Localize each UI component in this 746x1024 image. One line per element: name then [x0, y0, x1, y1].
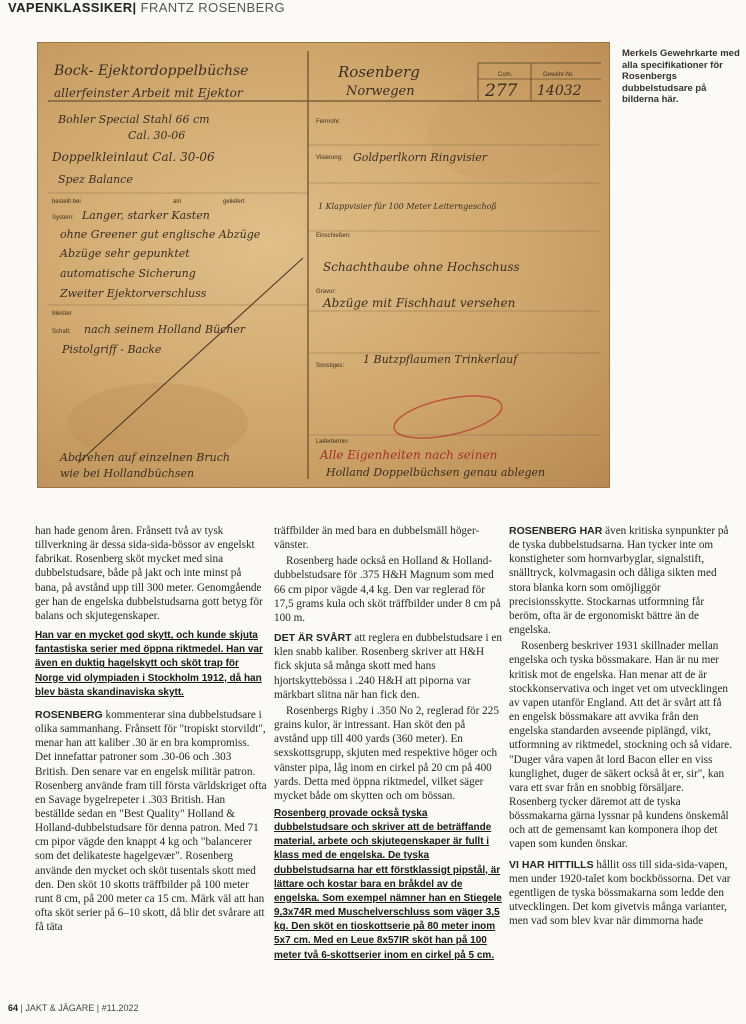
card-label: Sonstiges:: [316, 363, 345, 369]
author-name: FRANTZ ROSENBERG: [140, 0, 285, 15]
card-left-line: Zweiter Ejektorverschluss: [60, 287, 207, 300]
section-title: VAPENKLASSIKER: [8, 0, 133, 15]
card-left-line: Abdrehen auf einzelnen Bruch: [60, 451, 230, 464]
page-number: 64: [8, 1003, 19, 1013]
paragraph: träffbilder än med bara en dubbelsmäll höger-vänster.: [274, 525, 480, 552]
text-column-1: [35, 524, 267, 936]
paragraph-body: även kritiska synpunkter på de tyska dubbelstudsarna. Han tycker inte om konstigheter som hornvarbyglar, signalstift, snälltryck, kolvmagasin och dåliga sikten med stora blanka korn som omöjliggör precisionsskytte. Stockarnas utformning får beröm, ofta är de ergonomiskt bättre än de engelska.: [509, 525, 729, 637]
card-left-line: Pistolgriff - Backe: [62, 343, 162, 356]
card-right-line: Schachthaube ohne Hochschuss: [323, 260, 520, 274]
card-right-line: 1 Butzpflaumen Trinkerlauf: [363, 353, 518, 366]
card-left-line: Bock- Ejektordoppelbüchse: [54, 63, 249, 79]
paragraph: [35, 708, 267, 935]
highlight-quote: Rosenberg provade också tyska dubbelstudsare och skriver att de beträffande material, arbete och skjutegenskaper är fullt i klass med de engelska. De tyska dubbelstudsarna har ett förstklassigt pipstål, är lättare och kostar bara en bråkdel av de engelska. Som exempel nämner han en Stiegele 9,3x74R med Muschelverschluss som väger 3,5 kg. Den sköt en tioskottserie på 80 meter inom 5x7 cm. Med en Leue 8x57IR sköt han på 100 meter två 6-skottserier inom en cirkel på 5 cm.: [274, 807, 502, 961]
paragraph-lead: DET ÄR SVÅRT: [274, 632, 352, 645]
card-label: Liefertermin: [316, 439, 348, 445]
text-column-2: [274, 524, 502, 965]
paragraph: Rosenberg beskriver 1931 skillnader mellan engelska och tyska bössmakare. Han är nu mer kritisk mot de engelska. Han menar att de är stockkonservativa och inget vet om utvecklingen av vapen utanför England. Att det är svårt att få en engelsk bössmakare att avvika från den engelska standarden avseende piplängd, vikt, utformning av riktmedel, stockning och så vidare. "Duger våra vapen åt lord Bacon eller en viss kunglighet, duger de säkert också åt er, sir", kan vara ett svar från en snobbig försäljare. Rosenberg tycker däremot att de tyska bössmakarna gärna lyssnar på kundens önskemål och att de gemensamt kan komponera ihop det vapen som kunden önskar.: [509, 640, 733, 851]
gun-card-drawing: [38, 43, 610, 488]
card-label: Visierung:: [316, 155, 343, 161]
card-label: Meister: [52, 311, 72, 317]
paragraph-lead: ROSENBERG HAR: [509, 525, 603, 537]
card-left-line: allerfeinster Arbeit mit Ejektor: [54, 86, 243, 100]
issue-number: #11.2022: [101, 1003, 139, 1013]
card-left-line: Bohler Special Stahl 66 cm: [58, 113, 210, 126]
photo-caption: Merkels Gewehrkarte med alla specifikationer för Rosenbergs dubbelstudsare på bilderna här.: [622, 48, 740, 105]
card-left-line: nach seinem Holland Bücher: [84, 323, 246, 336]
card-left-line: automatische Sicherung: [60, 267, 196, 280]
page-footer: [8, 1003, 139, 1013]
paragraph: Rosenbergs Rigby i .350 No 2, reglerad för 225 grains kulor, är intressant. Han sköt den på avstånd upp till 400 yards (360 meter). En sexskottsgrupp, skjuten med respektive höger och vänster pipa, låg inom en cirkel på 20 cm på 400 yards. Detta med öppna riktmedel, vilket säger mycket både om skytten och om bössan.: [274, 704, 499, 802]
header-separator: |: [132, 0, 137, 15]
paragraph-lead: VI HAR HITTILLS: [509, 858, 594, 871]
card-left-line: Spez Balance: [58, 173, 133, 186]
card-label: Fernrohr:: [316, 119, 341, 125]
paragraph: [509, 524, 733, 637]
card-left-line: Langer, starker Kasten: [82, 209, 210, 222]
card-right-line: Goldperlkorn Ringvisier: [353, 151, 488, 164]
card-left-line: Cal. 30-06: [128, 129, 186, 142]
magazine-name: JAKT & JÄGARE: [25, 1003, 95, 1013]
card-name: Rosenberg: [338, 63, 420, 81]
com-value: 277: [485, 81, 518, 101]
card-right-line: 1 Klappvisier für 100 Meter Leiterngeschoß: [318, 202, 497, 211]
card-label: Einschießen:: [316, 233, 351, 239]
paragraph-body: hållit oss till sida-sida-vapen, men under 1920-talet kom bockbössorna. Det var egentligen de tyska bössmakarna som ledde den utvecklingen. Det kom givetvis många varianter, men vad som blev kvar när dimmorna hade: [509, 858, 731, 928]
card-label: am: [173, 199, 182, 205]
card-left-line: wie bei Hollandbüchsen: [60, 467, 195, 480]
text-column-3: [509, 524, 733, 930]
paragraph: han hade genom åren. Frånsett två av tysk tillverkning är dessa sida-sida-bössor av engelskt fabrikat. Rosenberg sköt mycket med sina dubbelstudsare, både på jakt och inte minst på bana, på avstånd upp till 300 meter. Genomgående ger han de engelska dubbelstudsarna gott betyg för balans och skjutegenskaper.: [35, 525, 263, 622]
card-country: Norwegen: [346, 84, 415, 99]
card-left-line: ohne Greener gut englische Abzüge: [60, 228, 261, 241]
card-label: geliefert: [223, 199, 245, 205]
card-right-line: Holland Doppelbüchsen genau ablegen: [326, 466, 546, 479]
paragraph-body: att reglera en dubbelstudsare i en klen snabb kaliber. Rosenberg skriver att H&H fick skjuta så många skott med hans hjortskyttebössa i .240 H&H att piporna var märkbart slitna när han fick den.: [274, 632, 502, 701]
footer-separator: |: [96, 1003, 100, 1013]
paragraph-body: kommenterar sina dubbelstudsare i olika sammanhang. Frånsett för "tropiskt storvildt", menar han att kaliber .30 är en bra kompromiss. Det innefattar patroner som .30-06 och .303 British. Den senare var en engelsk militär patron. Rosenberg använde fram till första världskriget ofta en Savage bygelrepeter i .303 British. Han beställde sedan en "Best Quality" Holland & Holland-dubbelstudsare för denna patron. Med 71 cm pipor vägde den knappt 4 kg och "balancerer som det delikateste hagelgevær". Rosenberg använde den mycket och sköt tusentals skott med den. Den sköt 10 skotts träffbilder på 100 meter runt 8 cm, på 200 meter ca 15 cm. Märk väl att han ofta sköt serier på 6–10 skott, då blir det svårare att få täta: [35, 708, 267, 934]
gewehr-value: 14032: [537, 83, 582, 99]
card-left-line: Doppelkleinlaut Cal. 30-06: [52, 150, 215, 164]
gun-card-photo: [37, 42, 610, 488]
paragraph: Rosenberg hade också en Holland & Holland-dubbelstudsare för .375 H&H Magnum som med 66 cm pipor vägde 4,4 kg. Den var reglerad för 17,5 grams kula och sköt träffbilder under 8 cm på 100 m.: [274, 555, 501, 624]
paragraph-lead: ROSENBERG: [35, 708, 103, 721]
footer-separator: |: [20, 1003, 23, 1013]
card-right-line: Abzüge mit Fischhaut versehen: [323, 296, 516, 310]
card-label: System:: [52, 215, 74, 221]
card-label: Gravur:: [316, 289, 337, 295]
com-label: Com.: [498, 72, 513, 78]
highlight-quote: Han var en mycket god skytt, och kunde skjuta fantastiska serier med öppna riktmedel. Han var även en duktig hagelskytt och sköt trap för Norge vid olympiaden i Stockholm 1912, då han blev bästa skandinaviska skytt.: [35, 630, 263, 698]
gewehr-label: Gewehr-Nr.: [543, 72, 574, 78]
card-left-line: Abzüge sehr gepunktet: [60, 247, 190, 260]
card-label: bestellt bei: [52, 199, 81, 205]
paragraph: [509, 858, 733, 929]
card-right-line: Alle Eigenheiten nach seinen: [320, 448, 498, 462]
page-header: [8, 0, 285, 14]
card-label: Schaft:: [52, 329, 71, 335]
paragraph: [274, 631, 502, 702]
